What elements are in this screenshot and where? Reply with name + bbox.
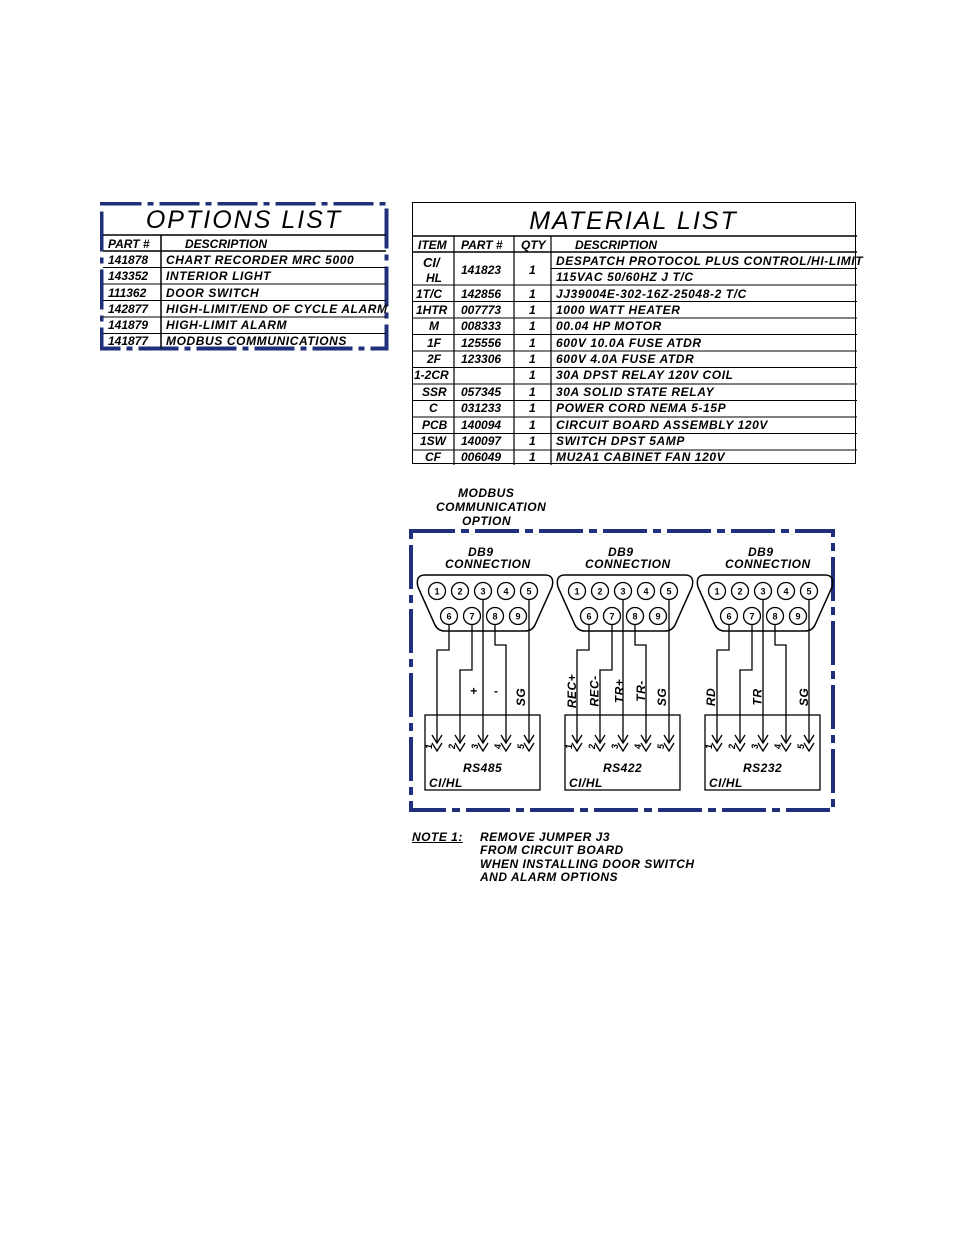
material-row-part: 031233 [461, 401, 502, 415]
db9-pin-number: 4 [503, 586, 509, 597]
options-row-description: INTERIOR LIGHT [166, 269, 272, 283]
db9-pin-number: 6 [446, 611, 452, 622]
db9-pin-number: 3 [480, 586, 486, 597]
terminal-number: 3 [750, 743, 760, 749]
options-row-description: CHART RECORDER MRC 5000 [166, 253, 355, 267]
note-label: NOTE 1: [412, 830, 463, 844]
db9-pin-number: 9 [795, 611, 801, 622]
terminal-number: 2 [587, 743, 597, 749]
options-row-part: 141878 [108, 253, 149, 267]
db9-pin-number: 8 [632, 611, 638, 622]
db9-pin-number: 9 [655, 611, 661, 622]
wire [437, 624, 449, 743]
material-list [412, 202, 864, 464]
db9-pin-number: 7 [469, 611, 475, 622]
db9-label: DB9 [468, 545, 494, 559]
material-row-qty: 1 [529, 401, 536, 415]
db9-pin-number: 2 [737, 586, 743, 597]
modbus-title-line: MODBUS [458, 486, 515, 500]
note-line: FROM CIRCUIT BOARD [480, 843, 624, 857]
db9-label: CONNECTION [585, 557, 671, 571]
signal-label: REC+ [565, 673, 580, 709]
wire [740, 624, 752, 743]
material-row-item: CI/ [423, 255, 440, 270]
material-row-qty: 1 [529, 352, 536, 366]
options-row-description: MODBUS COMMUNICATIONS [166, 334, 348, 348]
material-row-qty: 1 [529, 319, 536, 333]
terminal-number: 3 [470, 743, 480, 749]
material-row-part: 125556 [461, 336, 502, 350]
options-row-part: 141877 [108, 334, 149, 348]
material-row-part: 142856 [461, 287, 502, 301]
material-row-part: 007773 [461, 303, 502, 317]
material-row-item: PCB [422, 418, 448, 432]
material-row-qty: 1 [529, 418, 536, 432]
db9-pin-number: 9 [515, 611, 521, 622]
db9-label: DB9 [748, 545, 774, 559]
material-row-part: 140094 [461, 418, 502, 432]
terminal-number: 1 [704, 743, 714, 749]
material-row-part: 140097 [461, 434, 502, 448]
material-header-part: PART # [461, 238, 503, 252]
material-row-part: 008333 [461, 319, 502, 333]
signal-label: TR [750, 688, 765, 706]
material-row-part: 057345 [461, 385, 502, 399]
db9-pin-number: 8 [772, 611, 778, 622]
material-row-qty: 1 [529, 434, 536, 448]
wire [600, 624, 612, 743]
material-row-qty: 1 [529, 385, 536, 399]
signal-label: REC- [587, 675, 602, 707]
wire [717, 624, 729, 743]
terminal-number: 2 [727, 743, 737, 749]
signal-label: SG [655, 687, 670, 707]
db9-pin-number: 4 [643, 586, 649, 597]
signal-label: RD [704, 687, 719, 707]
material-row-qty: 1 [529, 450, 536, 464]
material-row-part: 141823 [461, 263, 502, 277]
material-list-title: MATERIAL LIST [529, 207, 738, 235]
db9-label: CONNECTION [445, 557, 531, 571]
material-row-item: SSR [422, 385, 447, 399]
db9-pin-number: 1 [714, 586, 720, 597]
options-row-part: 111362 [108, 286, 147, 300]
terminal-number: 1 [424, 743, 434, 749]
material-row-description: CIRCUIT BOARD ASSEMBLY 120V [556, 418, 769, 432]
material-row-item: 1HTR [416, 303, 448, 317]
db9-pin-number: 4 [783, 586, 789, 597]
material-row-item: 1T/C [416, 287, 443, 301]
material-row-description: 600V 10.0A FUSE ATDR [556, 336, 702, 350]
material-row-description: DESPATCH PROTOCOL PLUS CONTROL/HI-LIMIT [556, 254, 864, 268]
terminal-number: 5 [516, 743, 526, 749]
terminal-name: RS232 [743, 761, 783, 775]
modbus-title-line: OPTION [462, 514, 512, 528]
signal-label: + [470, 684, 478, 698]
material-row-description: 30A SOLID STATE RELAY [556, 385, 715, 399]
options-header-description: DESCRIPTION [185, 237, 268, 251]
material-row-part: 006049 [461, 450, 502, 464]
signal-label: TR- [633, 680, 648, 702]
material-row-item: HL [426, 271, 442, 285]
material-row-item: 1F [427, 336, 442, 350]
material-row-item: 1SW [420, 434, 447, 448]
terminal-name: RS422 [603, 761, 643, 775]
material-row-description: POWER CORD NEMA 5-15P [556, 401, 727, 415]
db9-pin-number: 8 [492, 611, 498, 622]
db9-pin-number: 3 [760, 586, 766, 597]
material-row-item: 1-2CR [414, 368, 449, 382]
material-row-description: SWITCH DPST 5AMP [556, 434, 685, 448]
note-line: REMOVE JUMPER J3 [480, 830, 611, 844]
modbus-title-line: COMMUNICATION [436, 500, 547, 514]
material-row-qty: 1 [529, 303, 536, 317]
terminal-number: 1 [564, 743, 574, 749]
options-row-description: DOOR SWITCH [166, 286, 260, 300]
material-row-item: CF [425, 450, 441, 464]
material-header-qty: QTY [521, 238, 546, 252]
signal-label: SG [514, 687, 529, 707]
material-row-qty: 1 [529, 368, 536, 382]
options-row-part: 142877 [108, 302, 149, 316]
material-row-description: 1000 WATT HEATER [556, 303, 681, 317]
options-header-part: PART # [108, 237, 150, 251]
db9-pin-number: 7 [749, 611, 755, 622]
db9-label: CONNECTION [725, 557, 811, 571]
db9-pin-number: 1 [434, 586, 440, 597]
material-row-qty: 1 [529, 287, 536, 301]
material-header-description: DESCRIPTION [575, 238, 658, 252]
terminal-number: 5 [656, 743, 666, 749]
db9-pin-number: 6 [586, 611, 592, 622]
terminal-number: 5 [796, 743, 806, 749]
db9-pin-number: 5 [806, 586, 812, 597]
material-row-description: JJ39004E-302-16Z-25048-2 T/C [556, 287, 747, 301]
note-line: WHEN INSTALLING DOOR SWITCH [480, 857, 695, 871]
terminal-number: 3 [610, 743, 620, 749]
material-row-qty: 1 [529, 263, 536, 277]
db9-pin-number: 7 [609, 611, 615, 622]
controller-label: CI/HL [709, 776, 743, 790]
material-row-part: 123306 [461, 352, 502, 366]
signal-label: - [494, 684, 499, 698]
material-row-description: 115VAC 50/60HZ J T/C [556, 270, 694, 284]
db9-pin-number: 2 [457, 586, 463, 597]
material-row-item: C [429, 401, 438, 415]
db9-pin-number: 2 [597, 586, 603, 597]
terminal-number: 2 [447, 743, 457, 749]
material-row-description: 00.04 HP MOTOR [556, 319, 662, 333]
signal-label: TR+ [612, 678, 627, 704]
db9-pin-number: 5 [526, 586, 532, 597]
material-row-description: 600V 4.0A FUSE ATDR [556, 352, 695, 366]
wire [775, 624, 786, 743]
options-row-part: 143352 [108, 269, 149, 283]
material-row-item: 2F [427, 352, 442, 366]
db9-pin-number: 5 [666, 586, 672, 597]
options-row-description: HIGH-LIMIT ALARM [166, 318, 288, 332]
db9-pin-number: 1 [574, 586, 580, 597]
note-line: AND ALARM OPTIONS [480, 870, 619, 884]
options-row-part: 141879 [108, 318, 149, 332]
db9-pin-number: 3 [620, 586, 626, 597]
material-row-description: MU2A1 CABINET FAN 120V [556, 450, 726, 464]
signal-label: SG [797, 687, 812, 707]
controller-label: CI/HL [569, 776, 603, 790]
terminal-number: 4 [633, 743, 643, 749]
options-list [100, 202, 388, 350]
material-header-item: ITEM [418, 238, 447, 252]
controller-label: CI/HL [429, 776, 463, 790]
db9-label: DB9 [608, 545, 634, 559]
material-row-description: 30A DPST RELAY 120V COIL [556, 368, 734, 382]
options-row-description: HIGH-LIMIT/END OF CYCLE ALARM [166, 302, 388, 316]
material-row-item: M [429, 319, 439, 333]
material-row-qty: 1 [529, 336, 536, 350]
terminal-number: 4 [773, 743, 783, 749]
options-list-title: OPTIONS LIST [145, 206, 343, 234]
terminal-name: RS485 [463, 761, 503, 775]
db9-pin-number: 6 [726, 611, 732, 622]
terminal-number: 4 [493, 743, 503, 749]
